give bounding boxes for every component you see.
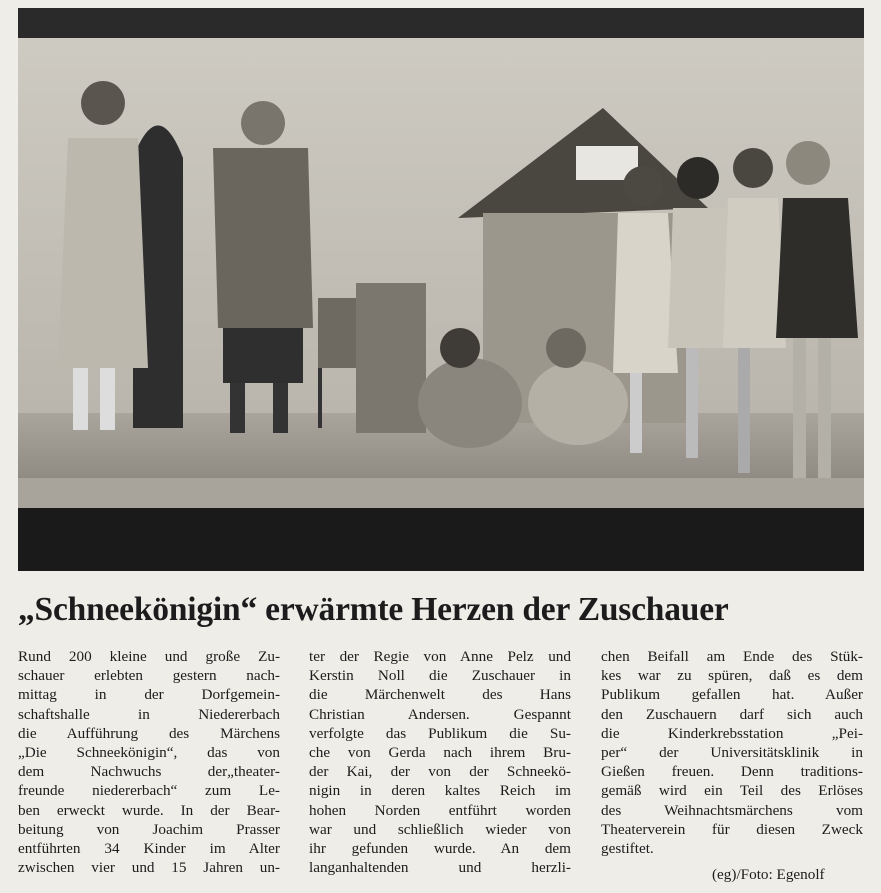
text-line: gestiftet. bbox=[601, 839, 654, 857]
text-line: der Kai, der von der Schneekö- bbox=[309, 763, 571, 781]
text-line: verfolgte das Publikum die Su- bbox=[309, 724, 571, 742]
text-line: die Kinderkrebsstation „Pei- bbox=[601, 724, 863, 742]
text-line: che von Gerda nach ihrem Bru- bbox=[309, 743, 571, 761]
text-line: nigin in deren kaltes Reich im bbox=[309, 782, 571, 800]
text-line: langanhaltenden und herzli- bbox=[309, 859, 571, 877]
text-line: die Märchenwelt des Hans bbox=[309, 686, 571, 704]
text-line: kes war zu spüren, daß es dem bbox=[601, 667, 863, 685]
text-line: mittag in der Dorfgemein- bbox=[18, 686, 280, 704]
text-line: schaftshalle in Niedererbach bbox=[18, 705, 280, 723]
text-line: ter der Regie von Anne Pelz und bbox=[309, 648, 571, 665]
text-line: freunde niedererbach“ zum Le- bbox=[18, 782, 280, 800]
text-line: ben erweckt wurde. In der Bear- bbox=[18, 801, 280, 819]
text-line: ihr gefunden wurde. An dem bbox=[309, 839, 571, 857]
text-line: „Die Schneekönigin“, das von bbox=[18, 743, 280, 761]
text-line: chen Beifall am Ende des Stük- bbox=[601, 648, 863, 665]
text-line: Publikum gefallen hat. Außer bbox=[601, 686, 863, 704]
text-line: die Aufführung des Märchens bbox=[18, 724, 280, 742]
text-line: Theaterverein für diesen Zweck bbox=[601, 820, 863, 838]
article-column-2 bbox=[309, 647, 571, 877]
text-line: Christian Andersen. Gespannt bbox=[309, 705, 571, 723]
text-line: des Weihnachtsmärchens vom bbox=[601, 801, 863, 819]
text-line: Rund 200 kleine und große Zu- bbox=[18, 648, 280, 665]
text-line: dem Nachwuchs der„theater- bbox=[18, 763, 280, 781]
text-line: den Zuschauern darf sich auch bbox=[601, 705, 863, 723]
text-line: zwischen vier und 15 Jahren un- bbox=[18, 859, 280, 877]
text-line: entführten 34 Kinder im Alter bbox=[18, 839, 280, 857]
text-line: war und schließlich wieder von bbox=[309, 820, 571, 838]
text-line: hohen Norden entführt worden bbox=[309, 801, 571, 819]
text-line: Gießen freuen. Denn traditions- bbox=[601, 763, 863, 781]
text-line: beitung von Joachim Prasser bbox=[18, 820, 280, 838]
photo-credit: (eg)/Foto: Egenolf bbox=[712, 866, 825, 883]
text-line: schauer erlebten gestern nach- bbox=[18, 667, 280, 685]
text-line: per“ der Universitätsklinik in bbox=[601, 743, 863, 761]
stage-photo bbox=[18, 8, 864, 571]
text-line: Kerstin Noll die Zuschauer in bbox=[309, 667, 571, 685]
stage-photo-image bbox=[18, 8, 864, 571]
article-column-3 bbox=[601, 647, 863, 858]
article-headline: „Schneekönigin“ erwärmte Herzen der Zuschauer bbox=[18, 591, 729, 628]
text-line: gemäß wird ein Teil des Erlöses bbox=[601, 782, 863, 800]
article-column-1 bbox=[18, 647, 280, 877]
